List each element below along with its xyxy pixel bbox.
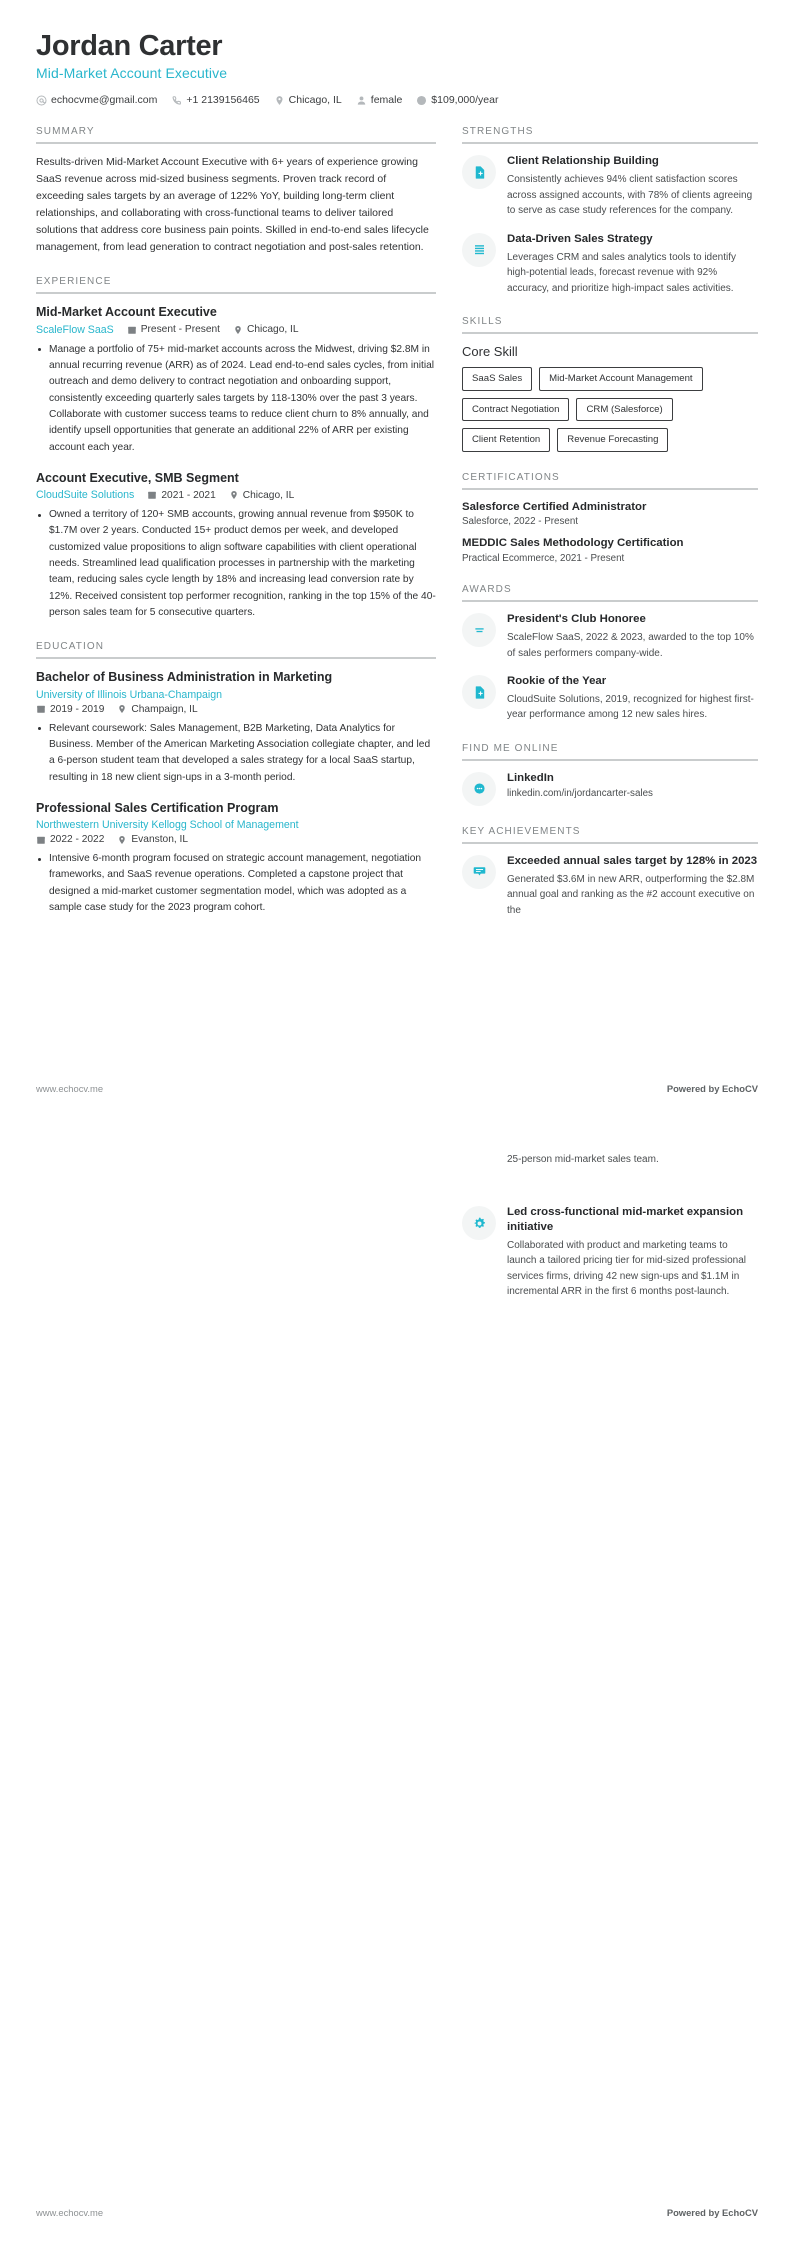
contact-email [36, 94, 157, 106]
job-dates-value: Present - Present [140, 324, 221, 336]
right-column-page2 [462, 1152, 758, 1313]
strength-title: Client Relationship Building [507, 155, 659, 168]
degree-location-value: Champaign, IL [131, 703, 198, 715]
location-icon [233, 325, 243, 335]
achievement-continued-lead: 25-person mid-market sales team. [507, 1154, 659, 1165]
achievement-desc: Collaborated with product and marketing teams to launch a tailored pricing tier for mid-sized professional services firms, driving 42 new sign-ups and $1.1M in incremental ARR in the first 6 months post-launch. [507, 1239, 747, 1298]
degree-bullet: Relevant coursework: Sales Management, B2B Marketing, Data Analytics for Business. Member of the American Marketing Association collegiate chapter, and led a 6-person student team that developed a sales strategy for a local SaaS startup, resulting in 18 new client sign-ups in a 3-month period. [36, 721, 436, 786]
degree-dates-value: 2022 - 2022 [50, 834, 105, 846]
location-icon [117, 835, 127, 845]
contact-phone-value: +1 2139156465 [186, 94, 260, 107]
job-location [233, 324, 299, 335]
award-title: Rookie of the Year [507, 675, 607, 688]
section-certifications [462, 472, 758, 565]
degree-bullets [36, 721, 436, 786]
award-title: President's Club Honoree [507, 613, 646, 626]
strength-title: Data-Driven Sales Strategy [507, 232, 653, 245]
salary-icon [416, 95, 427, 106]
right-column [462, 126, 758, 938]
resume-sheet-1 [0, 0, 794, 1122]
achievement-desc: Generated $3.6M in new ARR, outperforming the $2.8M annual goal and ranking as the #2 account executive on the [507, 873, 755, 916]
degree-meta-2 [36, 704, 436, 715]
calendar-icon [36, 704, 46, 714]
job-meta [36, 489, 436, 501]
achievement-title: Exceeded annual sales target by 128% in 2023 [507, 854, 758, 867]
person-icon [356, 95, 367, 106]
education-heading: EDUCATION [36, 641, 105, 653]
divider [462, 842, 758, 844]
speech-bubble-icon [462, 855, 496, 889]
strengths-heading: STRENGTHS [462, 126, 534, 138]
experience-entry [36, 470, 436, 621]
job-company: CloudSuite Solutions [36, 489, 135, 502]
section-education [36, 641, 436, 916]
degree-meta [36, 819, 436, 831]
degree-meta-2 [36, 834, 436, 845]
contact-salary [416, 94, 498, 106]
calendar-icon [127, 325, 137, 335]
footer-site: www.echocv.me [36, 1083, 104, 1094]
location-icon [274, 95, 285, 106]
award-item [462, 612, 758, 661]
job-bullets [36, 507, 436, 621]
job-title: Account Executive, SMB Segment [36, 470, 239, 485]
job-bullet: Manage a portfolio of 75+ mid-market accounts across the Midwest, driving $2.8M in annual recurring revenue (ARR) as of 2024. Lead end-to-end sales cycles, from initial outreach and demo delivery to contract negotiation and onboarding support, consistently exceeding quarterly sales targets by 118-130% over the past 3 years. Collaborate with customer success teams to reduce client churn to 8% annually, and identify upsell opportunities that generate an additional 22% of ARR per existing account each year. [36, 342, 436, 456]
award-desc: CloudSuite Solutions, 2019, recognized for highest first-year performance among 12 new sales hires. [507, 693, 754, 721]
degree-location-value: Evanston, IL [131, 834, 189, 846]
contact-phone [171, 94, 259, 106]
online-profile-url[interactable]: linkedin.com/in/jordancarter-sales [507, 787, 653, 799]
skill-chip: CRM (Salesforce) [576, 398, 672, 422]
skills-heading: SKILLS [462, 316, 503, 328]
job-meta [36, 324, 436, 336]
achievement-item [462, 1205, 758, 1300]
location-icon [117, 704, 127, 714]
certification-meta: Practical Ecommerce, 2021 - Present [462, 553, 625, 565]
strength-item [462, 232, 758, 296]
experience-entry [36, 304, 436, 455]
award-item [462, 674, 758, 723]
resume-columns [36, 126, 758, 938]
degree-location [117, 704, 197, 715]
certification-meta: Salesforce, 2022 - Present [462, 516, 578, 528]
degree-dates [36, 834, 104, 845]
footer-brand-name: EchoCV [722, 2207, 758, 2218]
section-find-me-online [462, 743, 758, 806]
awards-heading: AWARDS [462, 584, 512, 596]
degree-bullet: Intensive 6-month program focused on strategic account management, negotiation frameworks, and SaaS revenue operations. Completed a capstone project that designed a mid-market customer segmentation model, which was adopted as a sample case study for the 2023 program cohort. [36, 851, 436, 916]
section-awards [462, 584, 758, 723]
key-achievements-heading: KEY ACHIEVEMENTS [462, 825, 581, 837]
resume-columns-page2 [36, 1152, 758, 1313]
school-name: University of Illinois Urbana-Champaign [36, 688, 223, 701]
skill-chip: SaaS Sales [462, 367, 532, 391]
job-location [229, 490, 295, 501]
divider [462, 488, 758, 490]
degree-title: Bachelor of Business Administration in Marketing [36, 670, 333, 685]
degree-dates [36, 704, 104, 715]
skill-group-name: Core Skill [462, 344, 518, 360]
footer-brand [667, 1083, 758, 1094]
education-entry [36, 800, 436, 917]
phone-icon [171, 95, 182, 106]
divider [36, 657, 436, 659]
contact-gender-value: female [370, 94, 403, 107]
footer-powered-prefix: Powered by [666, 1083, 723, 1094]
job-dates [147, 490, 215, 501]
job-company: ScaleFlow SaaS [36, 323, 114, 336]
achievement-item [462, 854, 758, 918]
certification-item [462, 500, 758, 528]
document-plus-icon [462, 155, 496, 189]
achievement-title: Led cross-functional mid-market expansion initiative [507, 1206, 744, 1233]
candidate-title: Mid-Market Account Executive [36, 65, 228, 82]
strength-desc: Consistently achieves 94% client satisfaction scores across assigned accounts, with 78% of clients agreeing to serve as case study references for the company. [507, 174, 753, 217]
skill-chip: Client Retention [462, 428, 550, 452]
candidate-name: Jordan Carter [36, 30, 223, 62]
gear-icon [462, 1206, 496, 1240]
skill-chip-list [462, 367, 758, 452]
calendar-icon [36, 835, 46, 845]
contact-row [36, 94, 758, 106]
online-profile-name: LinkedIn [507, 771, 554, 784]
contact-location [274, 94, 342, 106]
chat-dots-icon [462, 772, 496, 806]
section-summary [36, 126, 436, 256]
divider [462, 759, 758, 761]
resume-header [36, 30, 758, 106]
degree-title: Professional Sales Certification Program [36, 800, 279, 815]
lines-icon [462, 233, 496, 267]
job-location-value: Chicago, IL [242, 489, 295, 501]
page-footer-2 [36, 2207, 758, 2218]
degree-meta [36, 689, 436, 701]
contact-gender [356, 94, 403, 106]
section-skills [462, 316, 758, 452]
divider [462, 332, 758, 334]
footer-brand [667, 2207, 758, 2218]
contact-salary-value: $109,000/year [431, 94, 499, 107]
online-profile-item[interactable] [462, 771, 758, 806]
strength-item [462, 154, 758, 218]
location-icon [229, 490, 239, 500]
summary-heading: SUMMARY [36, 126, 95, 138]
achievement-continued-text [462, 1152, 758, 1187]
certification-name: MEDDIC Sales Methodology Certification [462, 537, 684, 550]
calendar-icon [147, 490, 157, 500]
education-entry [36, 669, 436, 786]
skill-chip: Contract Negotiation [462, 398, 569, 422]
job-bullet: Owned a territory of 120+ SMB accounts, growing annual revenue from $950K to $1.7M over 2 years. Conducted 15+ product demos per week, and developed customized value propositions to align software capabilities with client operational needs. Streamlined lead qualification processes in partnership with the marketing team, reducing sales cycle length by 18% and increasing lead conversion rate by 12%. Received consistent top performer recognition, ranking in the top 15% of the 40-person sales team for 5 consecutive quarters. [36, 507, 436, 621]
job-dates [127, 324, 220, 335]
summary-text: Results-driven Mid-Market Account Executive with 6+ years of experience growing SaaS revenue across mid-sized business segments. Proven track record of exceeding sales targets by an average of 122% YoY, building long-term client relationships, and collaborating with cross-functional teams to deliver tailored solutions that address core business pain points. Skilled in end-to-end sales lifecycle management, from lead generation to contract negotiation and post-sales retention. [36, 156, 429, 254]
contact-location-value: Chicago, IL [288, 94, 342, 107]
job-location-value: Chicago, IL [247, 324, 299, 336]
section-strengths [462, 126, 758, 296]
skill-chip: Mid-Market Account Management [539, 367, 702, 391]
footer-site: www.echocv.me [36, 2207, 104, 2218]
section-key-achievements [462, 826, 758, 918]
certification-name: Salesforce Certified Administrator [462, 500, 647, 513]
degree-dates-value: 2019 - 2019 [50, 703, 105, 715]
degree-location [117, 834, 188, 845]
experience-heading: EXPERIENCE [36, 276, 112, 288]
job-bullets [36, 342, 436, 456]
degree-bullets [36, 851, 436, 916]
divider [462, 142, 758, 144]
left-column [36, 126, 436, 936]
contact-email-value: echocvme@gmail.com [51, 94, 158, 107]
email-icon [36, 95, 47, 106]
skill-chip: Revenue Forecasting [557, 428, 668, 452]
divider [36, 142, 436, 144]
document-plus-icon [462, 675, 496, 709]
job-title: Mid-Market Account Executive [36, 305, 217, 320]
footer-powered-prefix: Powered by [666, 2207, 723, 2218]
school-name: Northwestern University Kellogg School of Management [36, 819, 299, 832]
award-desc: ScaleFlow SaaS, 2022 & 2023, awarded to the top 10% of sales performers company-wide. [507, 632, 754, 659]
divider [462, 600, 758, 602]
certification-item [462, 536, 758, 564]
section-experience [36, 276, 436, 621]
resume-sheet-2 [0, 1122, 794, 2246]
equals-lines-icon [462, 613, 496, 647]
page-footer-1 [36, 1083, 758, 1094]
find-me-online-heading: FIND ME ONLINE [462, 742, 559, 754]
strength-desc: Leverages CRM and sales analytics tools to identify high-potential leads, forecast revenue with 92% accuracy, and prioritize high-impact sales activities. [507, 251, 737, 294]
certifications-heading: CERTIFICATIONS [462, 471, 560, 483]
footer-brand-name: EchoCV [722, 1083, 758, 1094]
job-dates-value: 2021 - 2021 [161, 489, 216, 501]
divider [36, 292, 436, 294]
